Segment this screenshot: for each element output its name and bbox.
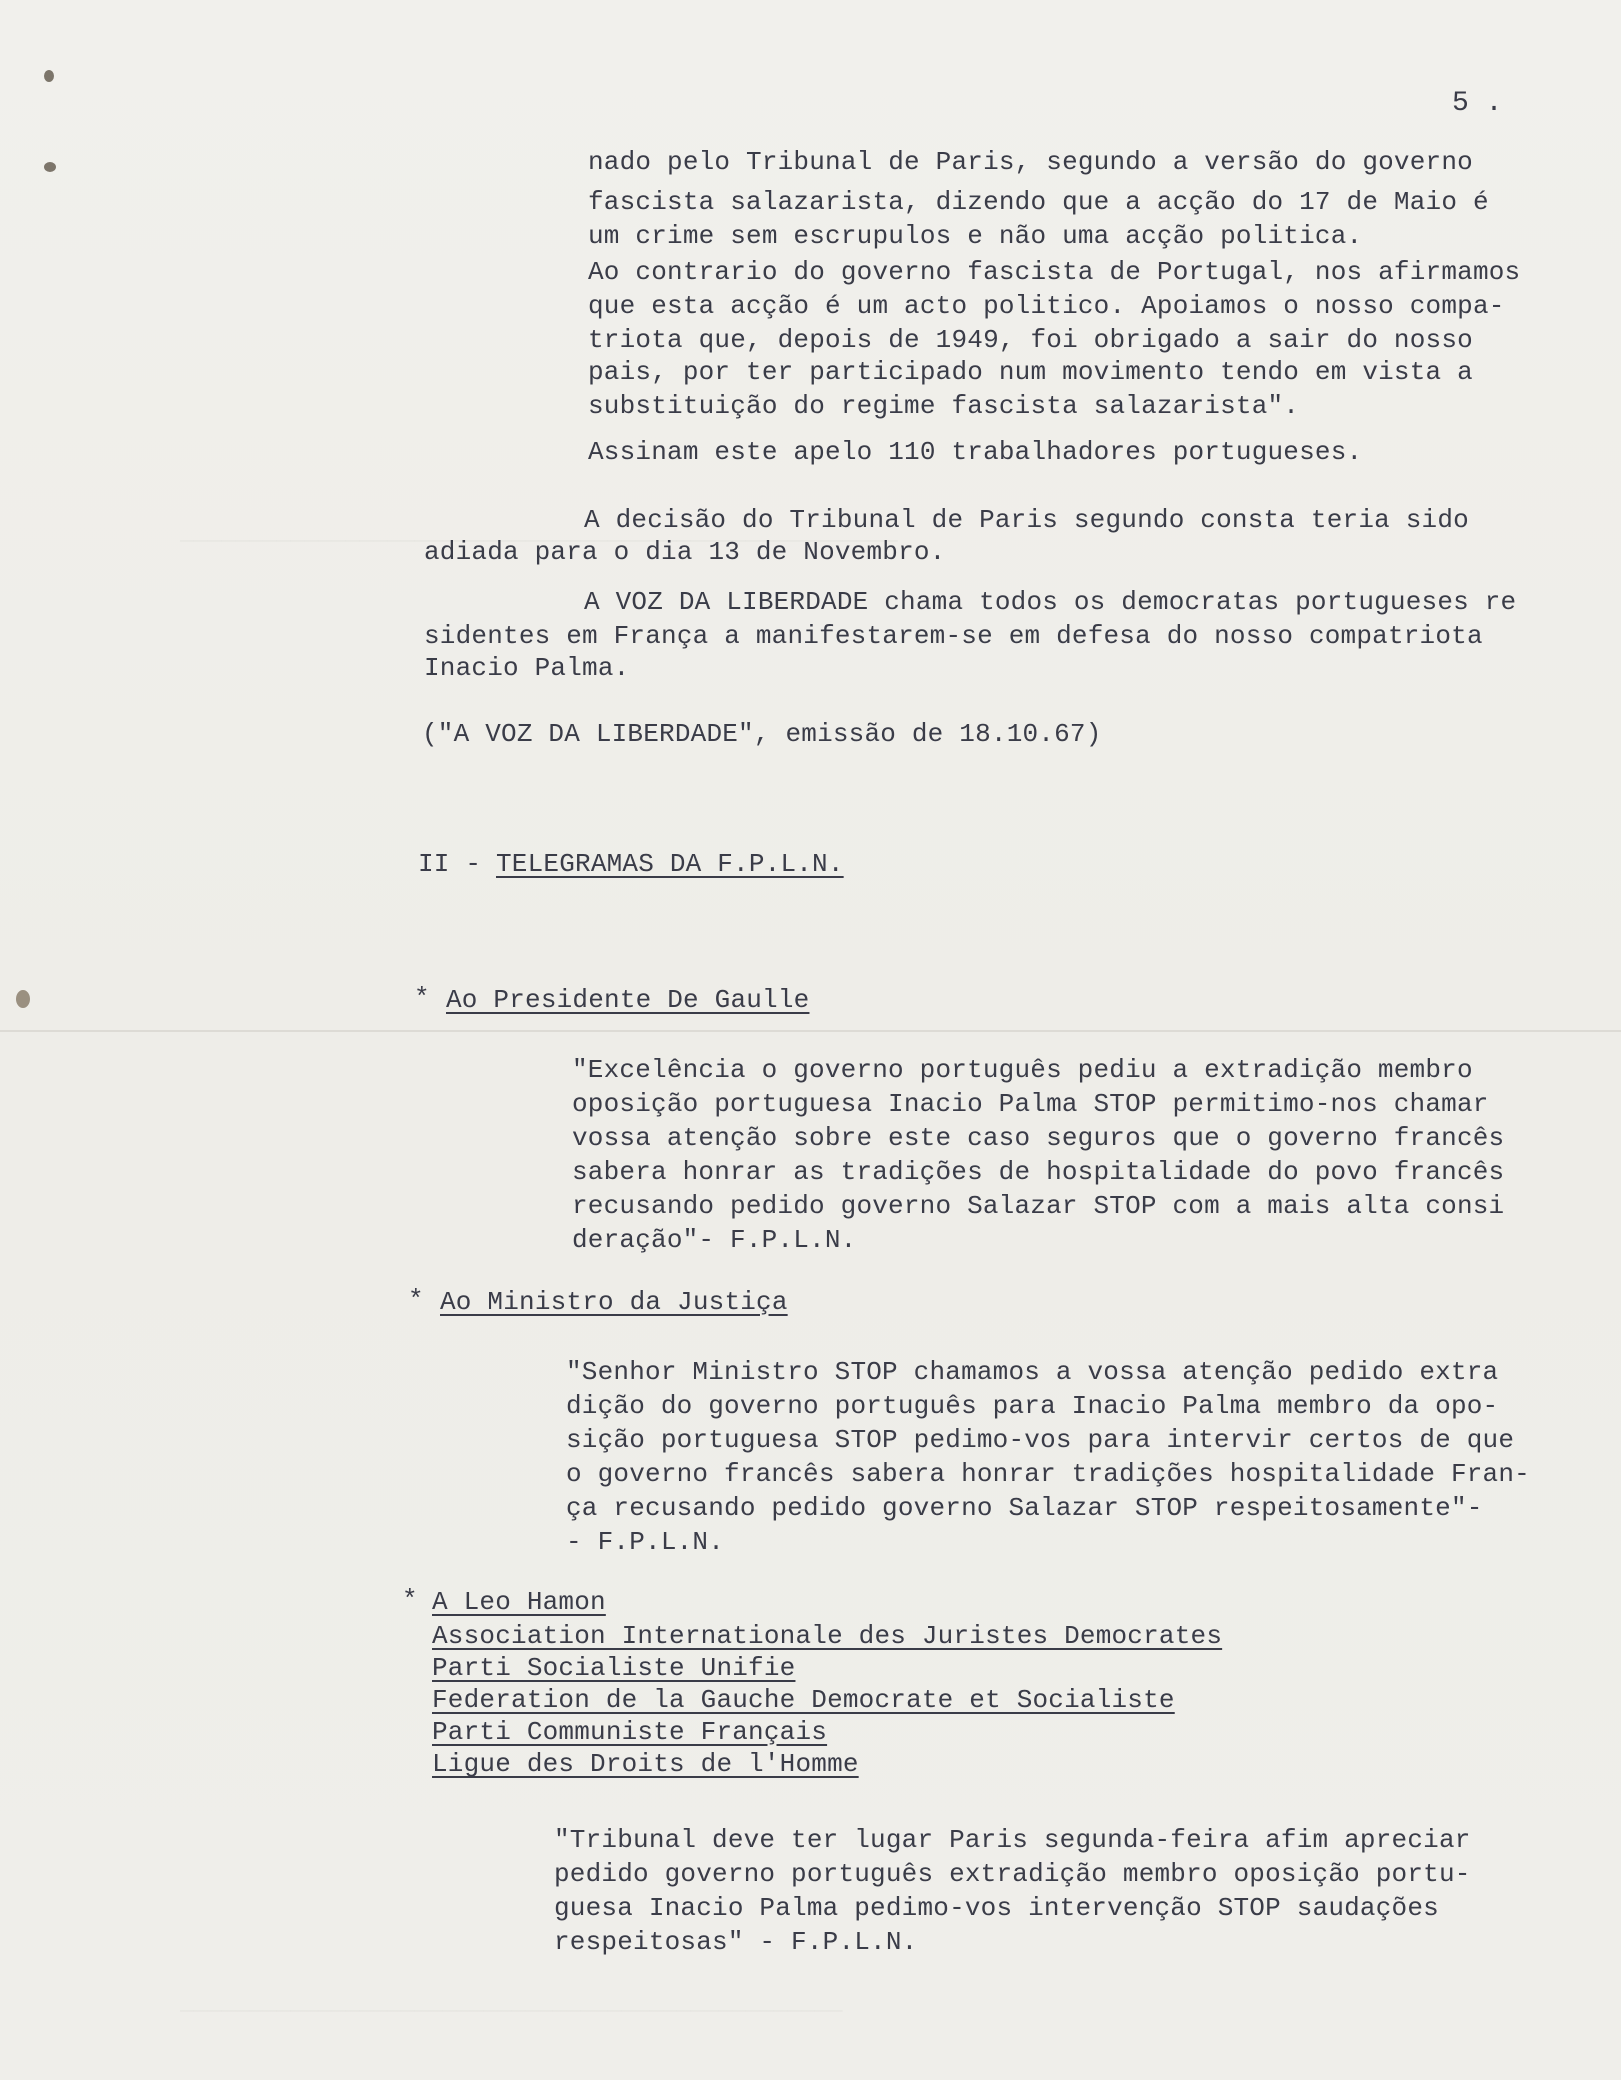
intro-line: fascista salazarista, dizendo que a acção do 17 de Maio é xyxy=(588,187,1489,217)
intro-line: substituição do regime fascista salazarista". xyxy=(588,391,1300,421)
intro-line: um crime sem escrupulos e não uma acção politica. xyxy=(588,221,1363,251)
telegram-text-line: sabera honrar as tradições de hospitalidade do povo francês xyxy=(572,1157,1505,1187)
telegram-text-line: dição do governo português para Inacio Palma membro da opo- xyxy=(566,1391,1499,1421)
telegram-text-line: deração"- F.P.L.N. xyxy=(572,1225,857,1255)
telegram-recipient: A Leo Hamon xyxy=(432,1587,606,1617)
bullet-asterisk: * xyxy=(408,1285,424,1315)
telegram-text-line: sição portuguesa STOP pedimo-vos para intervir certos de que xyxy=(566,1425,1515,1455)
telegram-text-line: "Excelência o governo português pediu a extradição membro xyxy=(572,1055,1473,1085)
telegram-recipient: Association Internationale des Juristes Democrates xyxy=(432,1621,1223,1651)
paper-speck xyxy=(44,70,54,82)
page-fold xyxy=(0,1030,1621,1032)
intro-line: triota que, depois de 1949, foi obrigado a sair do nosso xyxy=(588,325,1473,355)
intro-line: que esta acção é um acto politico. Apoiamos o nosso compa- xyxy=(588,291,1505,321)
section-number: II - xyxy=(418,849,482,879)
telegram-text-line: - F.P.L.N. xyxy=(566,1527,725,1557)
telegram-recipient: Federation de la Gauche Democrate et Socialiste xyxy=(432,1685,1175,1715)
telegram-text-line: ça recusando pedido governo Salazar STOP respeitosamente"- xyxy=(566,1493,1483,1523)
telegram-recipient: Ao Presidente De Gaulle xyxy=(446,985,810,1015)
paper-speck xyxy=(44,162,56,172)
decision-line: adiada para o dia 13 de Novembro. xyxy=(424,537,946,567)
telegram-text-line: respeitosas" - F.P.L.N. xyxy=(554,1927,918,1957)
telegram-recipient: Parti Communiste Français xyxy=(432,1717,828,1747)
appeal-line: Inacio Palma. xyxy=(424,653,630,683)
telegram-recipient: Parti Socialiste Unifie xyxy=(432,1653,796,1683)
intro-line: nado pelo Tribunal de Paris, segundo a versão do governo xyxy=(588,147,1473,177)
document-page: ____________________________________________________ ________________________________________________ 5 . nado pelo Tribunal de Paris, segundo a versão do governo fascista salazarista, dizendo que a acção do 17 de Maio é um crime sem escrupulos e não uma acção politica. Ao contrario do governo fascista de Portugal, nos afirmamos que esta acção é um acto politico. Apoiamos o nosso compa- triota que, depois de 1949, foi obrigado a sair do nosso pais, por ter participado num movimento tendo em vista a substituição do regime fascista salazarista". Assinam este apelo 110 trabalhadores portugueses. A decisão do Tribunal de Paris segundo consta teria sido adiada para o dia 13 de Novembro. A VOZ DA LIBERDADE chama todos os democratas portugueses re sidentes em França a manifestarem-se em defesa do nosso compatriota Inacio Palma. ("A VOZ DA LIBERDADE", emissão de 18.10.67) II - TELEGRAMAS DA F.P.L.N. * Ao Presidente De Gaulle "Excelência o governo português pediu a extradição membro oposição portuguesa Inacio Palma STOP permitimo-nos chamar vossa atenção sobre este caso seguros que o governo francês sabera honrar as tradições de hospitalidade do povo francês recusando pedido governo Salazar STOP com a mais alta consi deração"- F.P.L.N. * Ao Ministro da Justiça "Senhor Ministro STOP chamamos a vossa atenção pedido extra dição do governo português para Inacio Palma membro da opo- sição portuguesa STOP pedimo-vos para intervir certos de que o governo francês sabera honrar tradições hospitalidade Fran- ça recusando pedido governo Salazar STOP respeitosamente"- - F.P.L.N. * A Leo Hamon Association Internationale des Juristes Democrates Parti Socialiste Unifie Federation de la Gauche Democrate et Socialiste Parti Communiste Français Ligue des Droits de l'Homme "Tribunal deve ter lugar Paris segunda-feira afim apreciar pedido governo português extradição membro oposição portu- guesa Inacio Palma pedimo-vos intervenção STOP saudações respeitosas" - F.P.L.N. xyxy=(0,0,1621,2080)
appeal-line: A VOZ DA LIBERDADE chama todos os democratas portugueses re xyxy=(584,587,1517,617)
section-title: TELEGRAMAS DA F.P.L.N. xyxy=(496,849,844,879)
telegram-text-line: guesa Inacio Palma pedimo-vos intervenção STOP saudações xyxy=(554,1893,1439,1923)
source-line: ("A VOZ DA LIBERDADE", emissão de 18.10.67) xyxy=(422,719,1102,749)
telegram-text-line: pedido governo português extradição membro oposição portu- xyxy=(554,1859,1471,1889)
decision-line: A decisão do Tribunal de Paris segundo consta teria sido xyxy=(584,505,1469,535)
page-number: 5 . xyxy=(1452,88,1503,119)
bullet-asterisk: * xyxy=(402,1585,418,1615)
intro-line: pais, por ter participado num movimento tendo em vista a xyxy=(588,357,1473,387)
telegram-text-line: oposição portuguesa Inacio Palma STOP permitimo-nos chamar xyxy=(572,1089,1489,1119)
intro-line: Ao contrario do governo fascista de Portugal, nos afirmamos xyxy=(588,257,1521,287)
bullet-asterisk: * xyxy=(414,983,430,1013)
telegram-recipient: Ao Ministro da Justiça xyxy=(440,1287,788,1317)
telegram-recipient: Ligue des Droits de l'Homme xyxy=(432,1749,859,1779)
paper-speck xyxy=(16,990,30,1008)
telegram-text-line: recusando pedido governo Salazar STOP com a mais alta consi xyxy=(572,1191,1505,1221)
telegram-text-line: o governo francês sabera honrar tradições hospitalidade Fran- xyxy=(566,1459,1530,1489)
appeal-line: sidentes em França a manifestarem-se em defesa do nosso compatriota xyxy=(424,621,1483,651)
signatures-line: Assinam este apelo 110 trabalhadores portugueses. xyxy=(588,437,1363,467)
telegram-text-line: "Tribunal deve ter lugar Paris segunda-feira afim apreciar xyxy=(554,1825,1471,1855)
telegram-text-line: vossa atenção sobre este caso seguros que o governo francês xyxy=(572,1123,1505,1153)
telegram-text-line: "Senhor Ministro STOP chamamos a vossa atenção pedido extra xyxy=(566,1357,1499,1387)
